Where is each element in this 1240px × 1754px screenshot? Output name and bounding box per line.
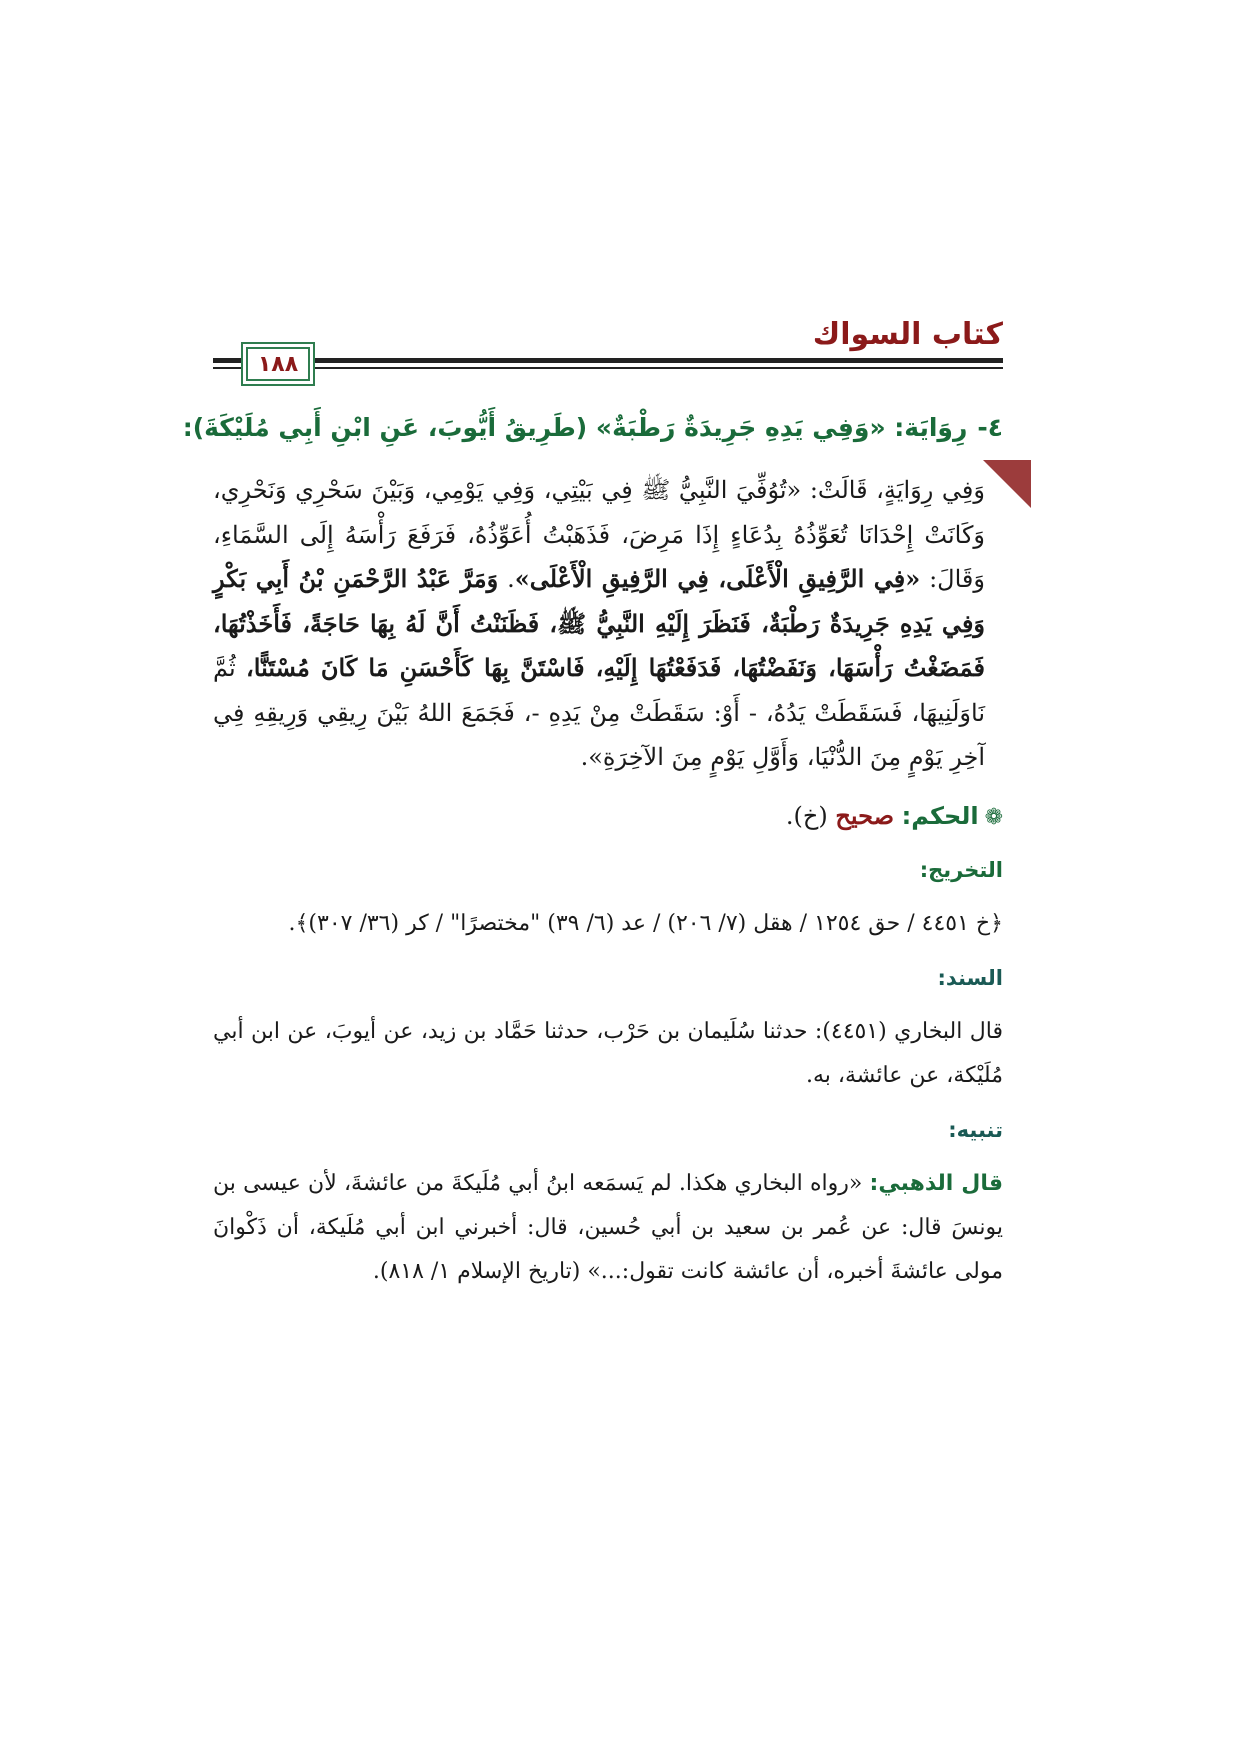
hadith-text [213, 468, 1003, 780]
note-text [213, 1162, 1003, 1294]
hadith-bold-1: «فِي الرَّفِيقِ الْأَعْلَى، فِي الرَّفِيقِ الْأَعْلَى» [514, 564, 921, 593]
section-number: ٤- [977, 413, 1003, 442]
note-speaker: قال الذهبي: [869, 1170, 1003, 1196]
verdict-label: الحكم: [901, 801, 979, 830]
section-heading [182, 408, 1003, 448]
verdict-suffix: (خ). [785, 801, 836, 830]
verdict-value: صحيح [835, 800, 894, 830]
takhrij-text: ﴿خ ٤٤٥١ / حق ١٢٥٤ / هقل (٧/ ٢٠٦) / عد (٦/ ٣٩) "مختصرًا" / كر (٣٦/ ٣٠٧)﴾. [288, 910, 1003, 936]
note-heading: تنبيه: [948, 1117, 1003, 1142]
book-title: كتاب السواك [812, 317, 1003, 352]
page-number-frame [241, 342, 315, 386]
section-title: رِوَايَة: «وَفِي يَدِهِ جَرِيدَةٌ رَطْبَةٌ» (طَرِيقُ أَيُّوبَ، عَنِ ابْنِ أَبِي مُلَيْكَةَ): [182, 413, 968, 442]
sanad-heading: السند: [937, 965, 1003, 990]
flower-icon: ❁ [984, 804, 1003, 830]
note-body: «رواه البخاري هكذا. لم يَسمَعه ابنُ أبي مُلَيكةَ من عائشةَ، لأن عيسى بن يونسَ قال: عن عُمر بن سعيد بن أبي حُسين، قال: أخبرني ابن أبي مُلَيكة، أن ذَكْوانَ مولى عائشةَ أخبره، أن عائشة كانت تقول:...» (تاريخ الإسلام ١/ ٨١٨). [213, 1170, 1003, 1284]
corner-ornament-icon [983, 460, 1031, 508]
header-rule-thin [213, 367, 1003, 369]
hadith-part-2: . [498, 565, 515, 593]
page-number: ١٨٨ [257, 351, 299, 377]
hadith-part-1: وَفِي رِوَايَةٍ، قَالَتْ: «تُوُفِّيَ النَّبِيُّ ﷺ فِي بَيْتِي، وَفِي يَوْمِي، وَبَيْنَ سَحْرِي وَنَحْرِي، وَكَانَتْ إِحْدَانَا تُعَوِّذُهُ بِدُعَاءٍ إِذَا مَرِضَ، فَذَهَبْتُ أُعَوِّذُهُ، فَرَفَعَ رَأْسَهُ إِلَى السَّمَاءِ، وَقَالَ: [213, 476, 986, 593]
page-header [213, 318, 1003, 388]
header-rule-thick [213, 358, 1003, 363]
page [182, 317, 1003, 1294]
takhrij-heading: التخريج: [919, 857, 1003, 882]
sanad-text: قال البخاري (٤٤٥١): حدثنا سُلَيمان بن حَرْب، حدثنا حَمَّاد بن زيد، عن أيوبَ، عن ابن أبي مُلَيْكة، عن عائشة، به. [213, 1018, 1003, 1088]
verdict [213, 796, 1003, 838]
hadith-part-3: ثُمَّ نَاوَلَنِيهَا، فَسَقَطَتْ يَدُهُ، - أَوْ: سَقَطَتْ مِنْ يَدِهِ -، فَجَمَعَ اللهُ بَيْنَ رِيقِي وَرِيقِهِ فِي آخِرِ يَوْمٍ مِنَ الدُّنْيَا، وَأَوَّلِ يَوْمٍ مِنَ الآخِرَةِ». [213, 654, 985, 771]
hadith-bold-2: وَمَرَّ عَبْدُ الرَّحْمَنِ بْنُ أَبِي بَكْرٍ وَفِي يَدِهِ جَرِيدَةٌ رَطْبَةٌ، فَنَظَرَ إِلَيْهِ النَّبِيُّ ﷺ، فَظَنَنْتُ أَنَّ لَهُ بِهَا حَاجَةً، فَأَخَذْتُهَا، فَمَضَغْتُ رَأْسَهَا، وَنَفَضْتُهَا، فَدَفَعْتُهَا إِلَيْهِ، فَاسْتَنَّ بِهَا كَأَحْسَنِ مَا كَانَ مُسْتَنًّا، [213, 564, 986, 682]
